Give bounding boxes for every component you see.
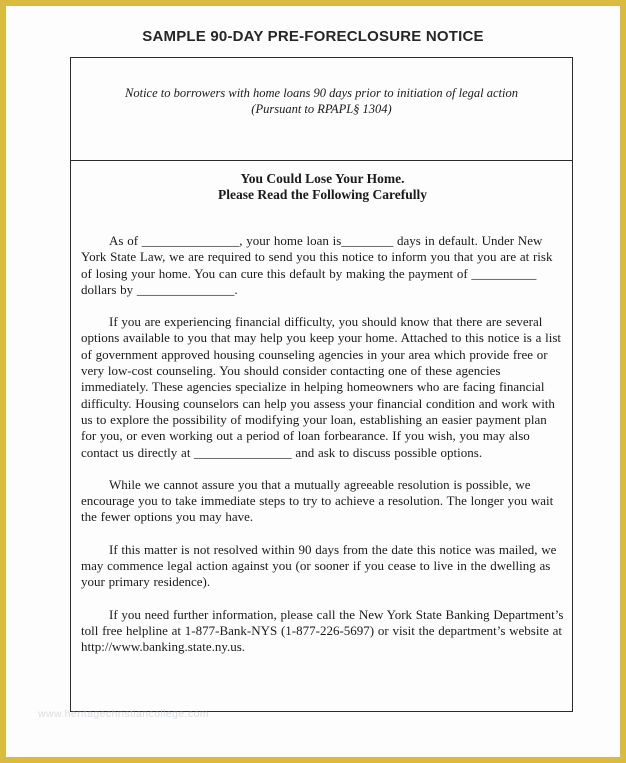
watermark: www.heritagechristiancollege.com (38, 708, 209, 720)
notice-header-line-2: (Pursuant to RPAPL§ 1304) (251, 102, 392, 116)
notice-box-header (71, 58, 572, 161)
notice-paragraph-legal-action: If this matter is not resolved within 90 days from the date this notice was mailed, we may commence legal action against you (or sooner if you cease to live in the dwelling as your primary residence). (81, 541, 557, 590)
notice-box (70, 57, 573, 712)
notice-box-body (71, 161, 572, 656)
notice-header-line-1: Notice to borrowers with home loans 90 days prior to initiation of legal action (125, 86, 518, 100)
warning-heading (81, 171, 564, 203)
page-title: SAMPLE 90-DAY PRE-FORECLOSURE NOTICE (142, 28, 484, 45)
warning-heading-line-2: Please Read the Following Carefully (218, 187, 427, 202)
notice-paragraph-resolution: While we cannot assure you that a mutually agreeable resolution is possible, we encourage you to take immediate steps to try to achieve a resolution. The longer you wait the fewer options you may have. (81, 476, 554, 525)
notice-paragraph-default-status: As of _______________, your home loan is________ days in default. Under New York State Law, we are required to send you this notice to inform you that you are at risk of losing your home. You can cure this default by making the payment of __________ dollars by _______________. (81, 233, 553, 297)
notice-paragraph-counseling-options: If you are experiencing financial difficulty, you should know that there are several options available to you that may help you keep your home. Attached to this notice is a list of government approved housing counseling agencies in your area which provide free or very low-cost counseling. You should consider contacting one of these agencies immediately. These agencies specialize in helping homeowners who are facing financial difficulty. Housing counselors can help you assess your financial condition and work with us to explore the possibility of modifying your loan, establishing an easier payment plan for you, or even working out a period of loan forbearance. If you wish, you may also contact us directly at _______________ and ask to discuss possible options. (81, 314, 562, 460)
warning-heading-line-1: You Could Lose Your Home. (240, 171, 405, 186)
notice-paragraph-further-information: If you need further information, please call the New York State Banking Department’s toll free helpline at 1-877-Bank-NYS (1-877-226-5697) or visit the department’s website at http://www.banking.state.ny.us. (81, 606, 564, 655)
